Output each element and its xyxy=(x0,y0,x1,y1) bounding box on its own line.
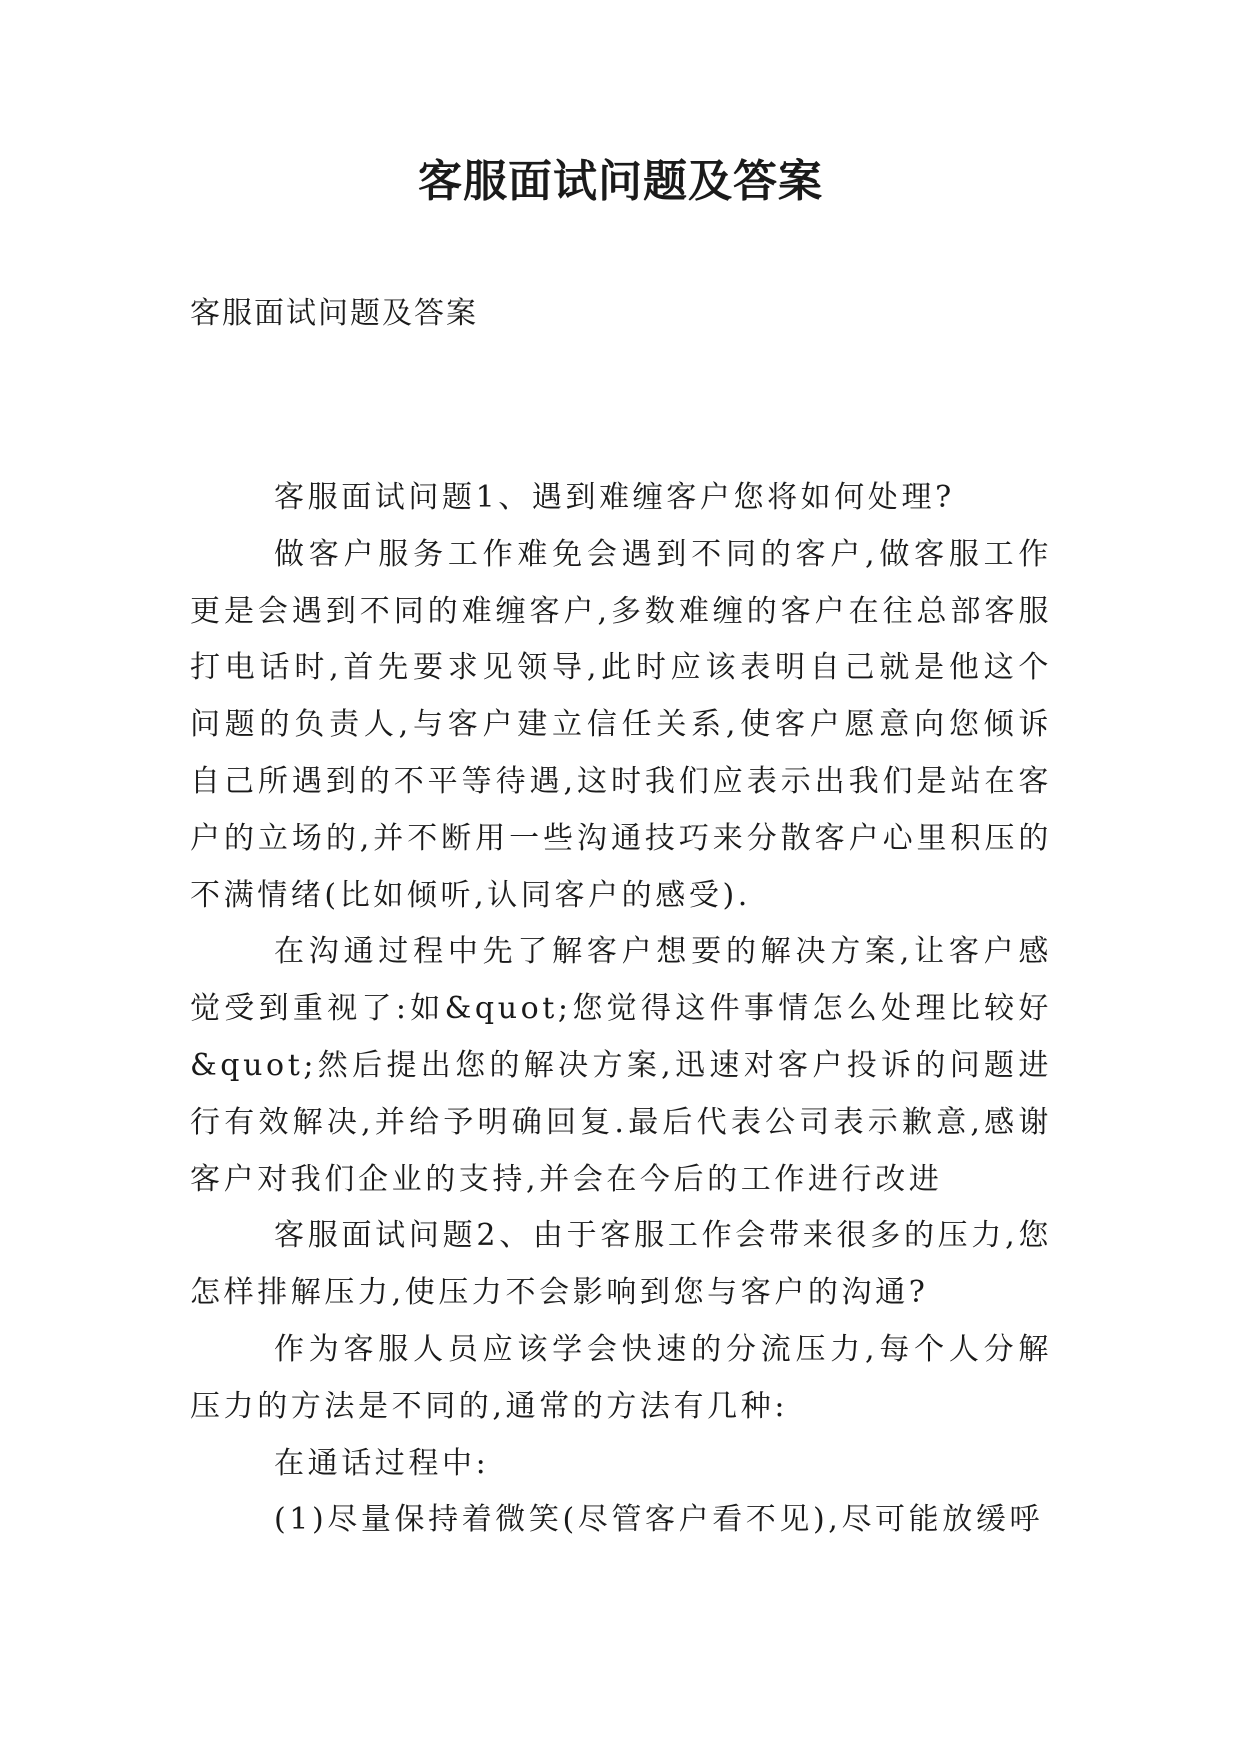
document-subtitle: 客服面试问题及答案 xyxy=(190,296,478,331)
paragraph: 在通话过程中: xyxy=(274,1445,490,1481)
paragraph: (1)尽量保持着微笑(尽管客户看不见),尽可能放缓呼 xyxy=(274,1502,1044,1538)
document-title: 客服面试问题及答案 xyxy=(418,156,823,207)
paragraph: 作为客服人员应该学会快速的分流压力,每个人分解压力的方法是不同的,通常的方法有几种: xyxy=(190,1331,1052,1424)
document-body xyxy=(190,470,1052,1549)
paragraph: 在沟通过程中先了解客户想要的解决方案,让客户感觉受到重视了:如&quot;您觉得这件事情怎么处理比较好&quot;然后提出您的解决方案,迅速对客户投诉的问题进行有效解决,并给予明确回复.最后代表公司表示歉意,感谢客户对我们企业的支持,并会在今后的工作进行改进 xyxy=(190,934,1052,1197)
paragraph: 客服面试问题1、遇到难缠客户您将如何处理? xyxy=(274,480,955,515)
paragraph: 客服面试问题2、由于客服工作会带来很多的压力,您怎样排解压力,使压力不会影响到您与客户的沟通? xyxy=(190,1218,1052,1311)
paragraph: 做客户服务工作难免会遇到不同的客户,做客服工作更是会遇到不同的难缠客户,多数难缠的客户在往总部客服打电话时,首先要求见领导,此时应该表明自己就是他这个问题的负责人,与客户建立信任关系,使客户愿意向您倾诉自己所遇到的不平等待遇,这时我们应表示出我们是站在客户的立场的,并不断用一些沟通技巧来分散客户心里积压的不满情绪(比如倾听,认同客户的感受). xyxy=(190,536,1052,913)
